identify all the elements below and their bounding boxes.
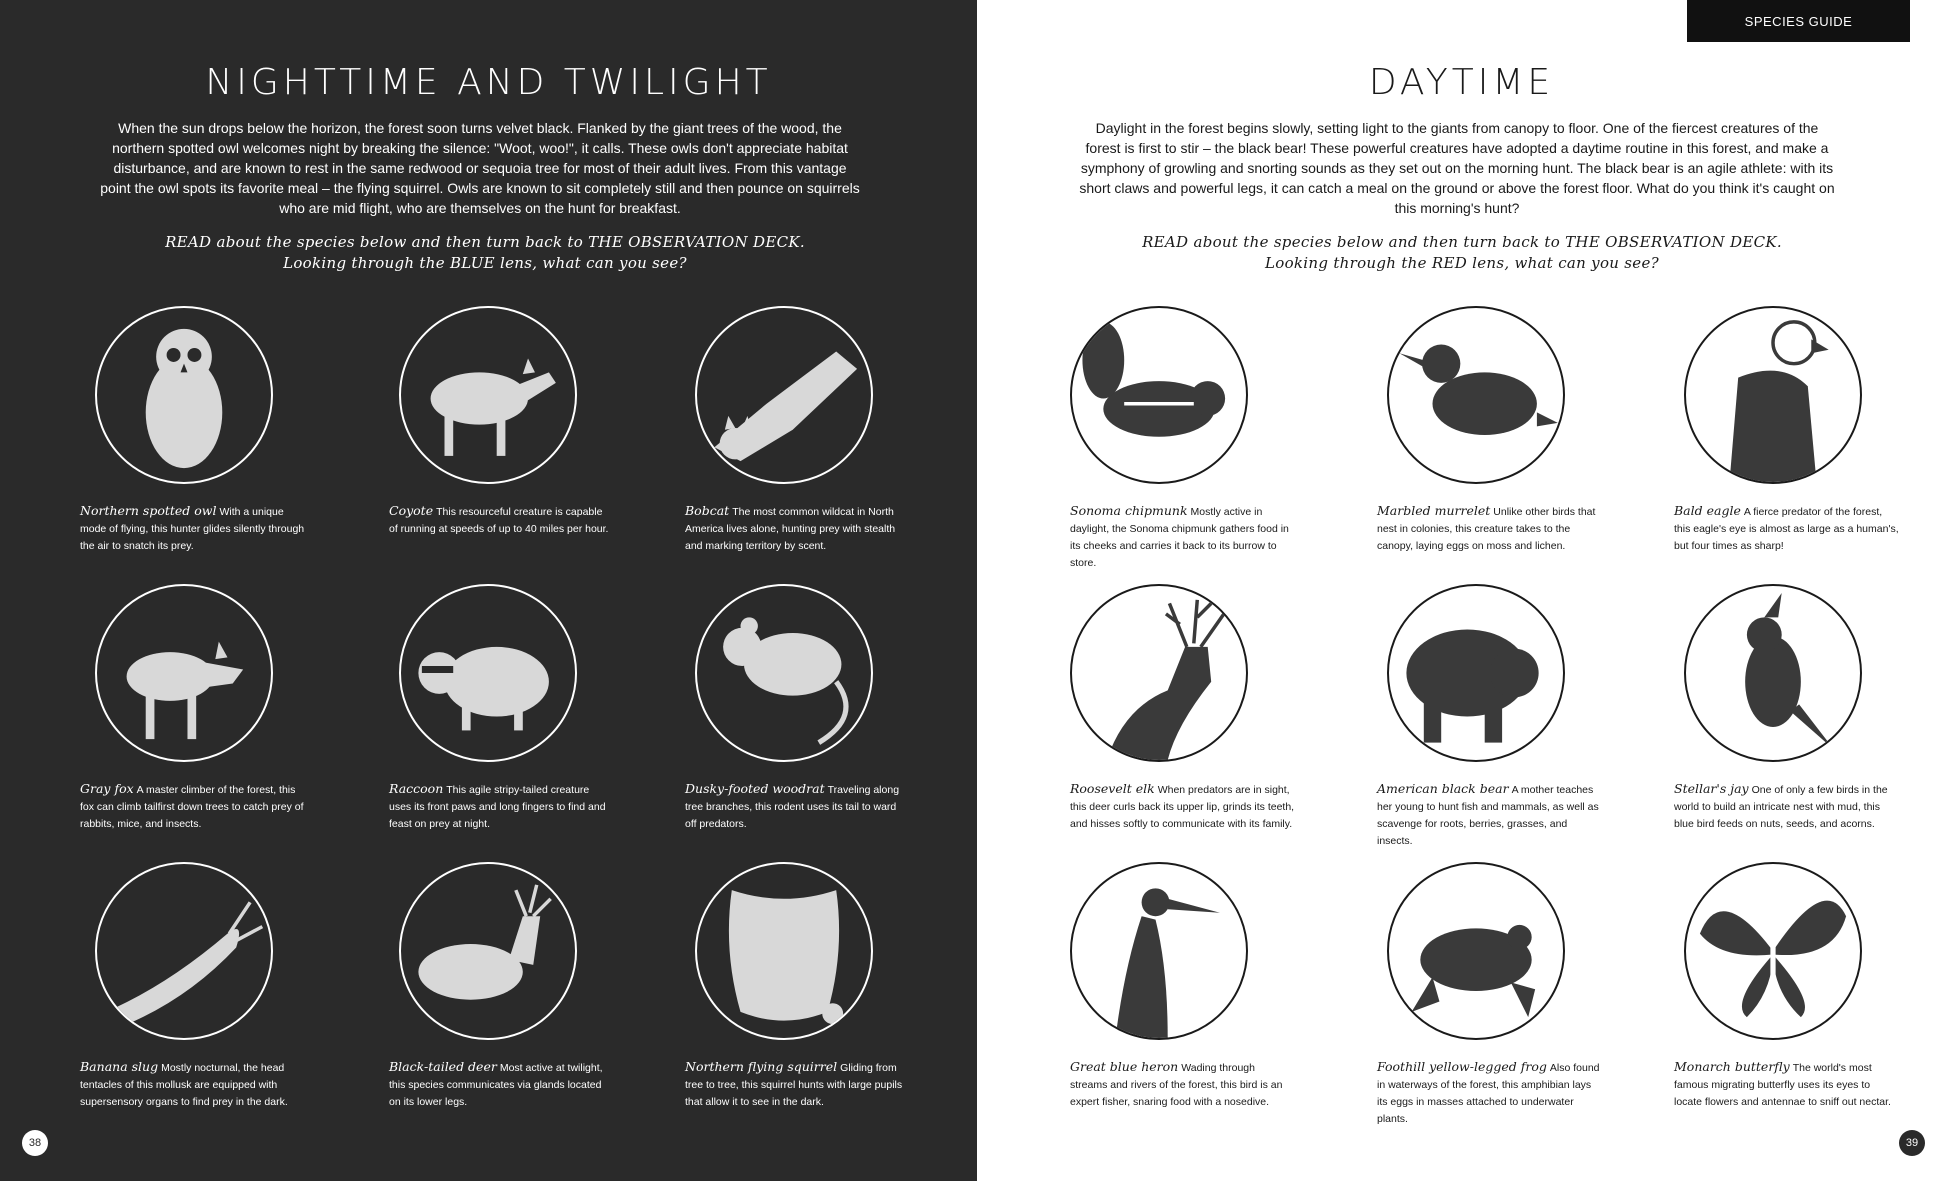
species-caption xyxy=(389,1058,614,1111)
species-name: American black bear xyxy=(1377,781,1509,796)
jay-icon xyxy=(1684,584,1862,762)
instruction-line-2: Looking through the BLUE lens, what can you see? xyxy=(283,254,687,272)
page-number: 39 xyxy=(1899,1130,1925,1156)
raccoon-icon xyxy=(399,584,577,762)
frog-icon xyxy=(1387,862,1565,1040)
slug-icon xyxy=(95,862,273,1040)
species-caption xyxy=(80,780,305,833)
page-title: NIGHTTIME AND TWILIGHT xyxy=(205,62,772,103)
species-description: The world's most famous migrating butterfly uses its eyes to locate flowers and antennae to sniff out nectar. xyxy=(1674,1062,1891,1108)
heron-icon xyxy=(1070,862,1248,1040)
species-name: Northern spotted owl xyxy=(80,503,217,518)
instruction-text xyxy=(80,232,890,274)
instruction-line-1: READ about the species below and then turn back to THE OBSERVATION DECK. xyxy=(1142,233,1782,251)
species-description: Wading through streams and rivers of the forest, this bird is an expert fisher, snaring food with a nosedive. xyxy=(1070,1062,1283,1108)
species-name: Stellar's jay xyxy=(1674,781,1749,796)
instruction-line-2: Looking through the RED lens, what can you see? xyxy=(1265,254,1659,272)
woodrat-icon xyxy=(695,584,873,762)
species-guide-tab: SPECIES GUIDE xyxy=(1687,0,1910,42)
species-name: Great blue heron xyxy=(1070,1059,1179,1074)
eagle-icon xyxy=(1684,306,1862,484)
page-title: DAYTIME xyxy=(1368,62,1555,103)
species-caption xyxy=(1377,780,1602,850)
species-caption xyxy=(1070,1058,1295,1111)
species-name: Marbled murrelet xyxy=(1377,503,1491,518)
species-caption xyxy=(685,780,910,833)
species-caption xyxy=(389,780,614,833)
species-name: Dusky-footed woodrat xyxy=(685,781,825,796)
species-description: Unlike other birds that nest in colonies, this creature takes to the canopy, laying eggs on moss and lichen. xyxy=(1377,506,1596,552)
species-name: Sonoma chipmunk xyxy=(1070,503,1188,518)
species-description: Also found in waterways of the forest, this amphibian lays its eggs in masses attached to underwater plants. xyxy=(1377,1062,1600,1125)
species-description: This resourceful creature is capable of running at speeds of up to 40 miles per hour. xyxy=(389,506,609,535)
species-name: Gray fox xyxy=(80,781,134,796)
intro-paragraph: When the sun drops below the horizon, the forest soon turns velvet black. Flanked by the giant trees of the wood, the northern spotted owl welcomes night by breaking the silence: "Woot, woo!", it calls. These owls don't appreciate habitat disturbance, and are known to rest in the same redwood or sequoia tree for most of their adult lives. From this vantage point the owl spots its favorite meal – the flying squirrel. Owls are known to sit completely still and then pounce on squirrels who are mid flight, who are themselves on the hunt for breakfast. xyxy=(100,120,860,216)
species-caption xyxy=(685,502,910,555)
elk-icon xyxy=(1070,584,1248,762)
species-description: Mostly nocturnal, the head tentacles of this mollusk are equipped with supersensory organs to find prey in the dark. xyxy=(80,1062,288,1108)
page-number: 38 xyxy=(22,1130,48,1156)
species-name: Raccoon xyxy=(389,781,444,796)
butterfly-icon xyxy=(1684,862,1862,1040)
species-description: One of only a few birds in the world to build an intricate nest with mud, this blue bird feeds on nuts, seeds, and acorns. xyxy=(1674,784,1888,830)
species-caption xyxy=(389,502,614,538)
species-description: This agile stripy-tailed creature uses its front paws and long fingers to find and feast on prey at night. xyxy=(389,784,606,830)
right-page-daytime xyxy=(977,0,1946,1181)
species-description: Traveling along tree branches, this rodent uses its tail to ward off predators. xyxy=(685,784,900,830)
deer-icon xyxy=(399,862,577,1040)
species-caption xyxy=(80,1058,305,1111)
coyote-icon xyxy=(399,306,577,484)
flying-squirrel-icon xyxy=(695,862,873,1040)
species-name: Monarch butterfly xyxy=(1674,1059,1790,1074)
species-description: Most active at twilight, this species communicates via glands located on its lower legs. xyxy=(389,1062,603,1108)
species-description: When predators are in sight, this deer curls back its upper lip, grinds its teeth, and hisses softly to communicate with its family. xyxy=(1070,784,1295,830)
species-description: A master climber of the forest, this fox can climb tailfirst down trees to catch prey of rabbits, mice, and insects. xyxy=(80,784,304,830)
owl-icon xyxy=(95,306,273,484)
species-description: With a unique mode of flying, this hunter glides silently through the air to snatch its prey. xyxy=(80,506,305,552)
species-description: A mother teaches her young to hunt fish and mammals, as well as scavenge for roots, berries, grasses, and insects. xyxy=(1377,784,1599,847)
instruction-text xyxy=(1057,232,1867,274)
species-name: Northern flying squirrel xyxy=(685,1059,838,1074)
instruction-line-1: READ about the species below and then turn back to THE OBSERVATION DECK. xyxy=(165,233,805,251)
species-description: Mostly active in daylight, the Sonoma chipmunk gathers food in its cheeks and carries it back to its burrow to store. xyxy=(1070,506,1289,569)
species-caption xyxy=(1674,502,1899,555)
species-caption xyxy=(685,1058,910,1111)
species-caption xyxy=(1070,502,1295,572)
species-caption xyxy=(1377,502,1602,555)
species-caption xyxy=(80,502,305,555)
intro-paragraph: Daylight in the forest begins slowly, setting light to the giants from canopy to floor. One of the fiercest creatures of the forest is first to stir – the black bear! These powerful creatures have adopted a daytime routine in this forest, and make a symphony of growling and snorting sounds as they set out on the morning hunt. The black bear is an agile athlete: with its short claws and powerful legs, it can catch a meal on the ground or above the forest floor. What do you think it's caught on this morning's hunt? xyxy=(1079,120,1835,216)
species-name: Foothill yellow-legged frog xyxy=(1377,1059,1547,1074)
chipmunk-icon xyxy=(1070,306,1248,484)
species-caption xyxy=(1674,780,1899,833)
murrelet-icon xyxy=(1387,306,1565,484)
species-description: A fierce predator of the forest, this eagle's eye is almost as large as a human's, but four times as sharp! xyxy=(1674,506,1899,552)
bear-icon xyxy=(1387,584,1565,762)
species-name: Black-tailed deer xyxy=(389,1059,497,1074)
species-description: Gliding from tree to tree, this squirrel hunts with large pupils that allow it to see in the dark. xyxy=(685,1062,903,1108)
fox-icon xyxy=(95,584,273,762)
bobcat-icon xyxy=(695,306,873,484)
species-name: Banana slug xyxy=(80,1059,159,1074)
species-caption xyxy=(1070,780,1295,833)
species-description: The most common wildcat in North America lives alone, hunting prey with stealth and marking territory by scent. xyxy=(685,506,896,552)
species-name: Coyote xyxy=(389,503,434,518)
species-name: Bald eagle xyxy=(1674,503,1741,518)
species-name: Roosevelt elk xyxy=(1070,781,1155,796)
species-caption xyxy=(1674,1058,1899,1111)
species-name: Bobcat xyxy=(685,503,730,518)
species-caption xyxy=(1377,1058,1602,1128)
